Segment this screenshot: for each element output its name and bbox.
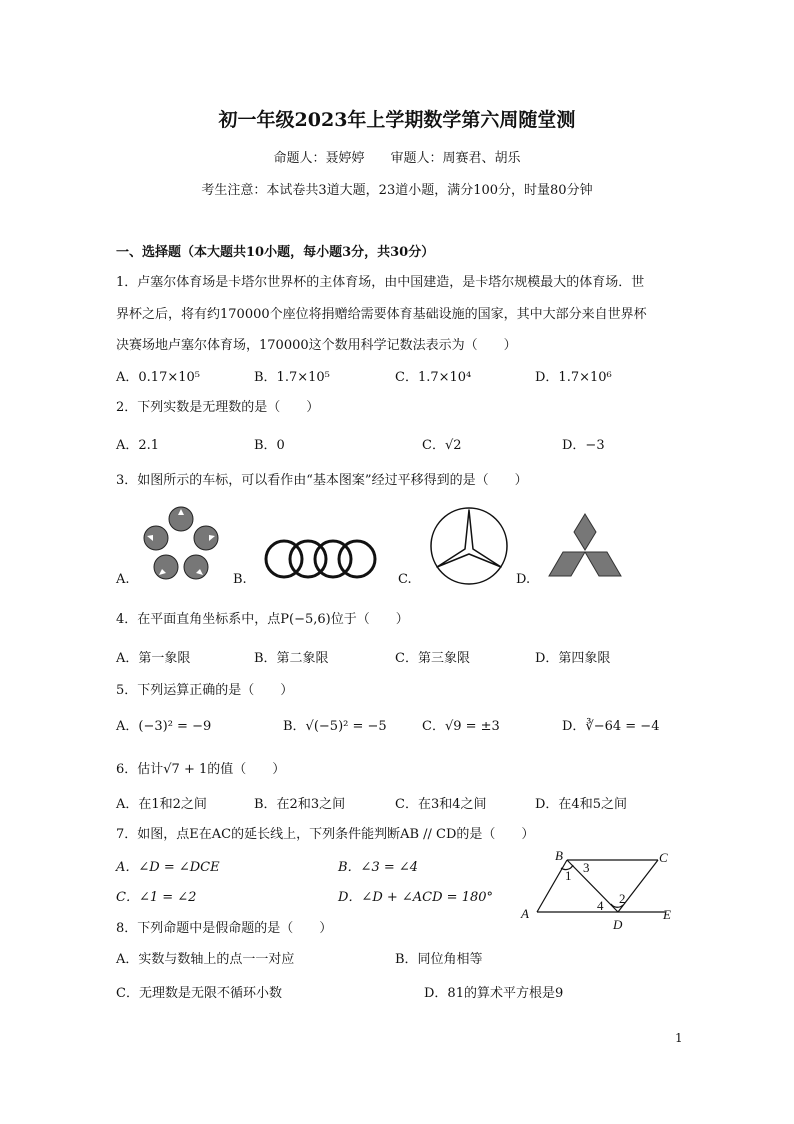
q8-stem: 8．下列命题中是假命题的是（ ）: [116, 921, 333, 936]
q4-option-c: C．第三象限: [395, 651, 470, 666]
fig-angle-1: 1: [565, 868, 572, 883]
q1-option-b: B．1.7×10⁵: [254, 370, 330, 385]
q6-option-c: C．在3和4之间: [395, 797, 487, 812]
q4-stem: 4．在平面直角坐标系中，点P(−5,6)位于（ ）: [116, 612, 409, 627]
q2-option-d: D．−3: [562, 438, 605, 453]
q5-option-d: D．∛−64 = −4: [562, 719, 660, 734]
q2-option-a: A．2.1: [116, 438, 160, 453]
q2-option-b: B．0: [254, 438, 285, 453]
q8-option-a: A．实数与数轴上的点一一对应: [116, 952, 295, 967]
q6-option-d: D．在4和5之间: [535, 797, 627, 812]
three-diamonds-logo-figure: [545, 512, 625, 580]
q3-option-a: A.: [116, 572, 130, 587]
q1-stem-line2: 界杯之后，将有约170000个座位将捐赠给需要体育基础设施的国家，其中大部分来自世界杯: [116, 307, 647, 322]
q1-stem-line3: 决赛场地卢塞尔体育场，170000这个数用科学记数法表示为（ ）: [116, 338, 517, 353]
q8-option-d: D．81的算术平方根是9: [424, 986, 564, 1001]
q3-stem: 3．如图所示的车标，可以看作由“基本图案”经过平移得到的是（ ）: [116, 473, 528, 488]
fig-label-a: A: [521, 906, 529, 921]
q5-option-a: A．(−3)² = −9: [116, 719, 212, 734]
q3-option-d: D.: [516, 572, 531, 587]
fig-label-b: B: [555, 848, 563, 863]
q3-option-c: C.: [398, 572, 412, 587]
q7-option-a: A．∠D = ∠DCE: [116, 860, 220, 875]
fig-label-d: D: [613, 917, 623, 932]
fig-label-e: E: [663, 907, 671, 922]
page-title: 初一年级2023年上学期数学第六周随堂测: [218, 109, 576, 131]
q6-option-a: A．在1和2之间: [116, 797, 207, 812]
q7-option-b: B．∠3 = ∠4: [338, 860, 419, 875]
q1-option-c: C．1.7×10⁴: [395, 370, 472, 385]
q8-option-c: C．无理数是无限不循环小数: [116, 986, 282, 1001]
q6-option-b: B．在2和3之间: [254, 797, 346, 812]
fig-label-c: C: [659, 850, 668, 865]
three-pointed-star-logo-figure: [428, 505, 510, 587]
authors-line: 命题人：聂婷婷 审题人：周赛君、胡乐: [273, 151, 521, 166]
fig-angle-2: 2: [619, 891, 626, 906]
q5-option-c: C．√9 = ±3: [422, 719, 500, 734]
q4-option-a: A．第一象限: [116, 651, 191, 666]
q8-option-b: B．同位角相等: [395, 952, 483, 967]
q4-option-d: D．第四象限: [535, 651, 611, 666]
q2-stem: 2．下列实数是无理数的是（ ）: [116, 400, 320, 415]
section-heading: 一、选择题（本大题共10小题，每小题3分，共30分）: [116, 245, 435, 260]
fig-angle-4: 4: [597, 898, 604, 913]
q2-option-c: C．√2: [422, 438, 462, 453]
exam-notice: 考生注意：本试卷共3道大题，23道小题，满分100分，时量80分钟: [201, 183, 593, 198]
q7-geometry-figure: [515, 848, 685, 933]
page-number: 1: [675, 1031, 683, 1045]
q7-stem: 7．如图，点E在AC的延长线上，下列条件能判断AB // CD的是（ ）: [116, 827, 535, 842]
q5-stem: 5．下列运算正确的是（ ）: [116, 683, 294, 698]
four-rings-logo-figure: [262, 537, 380, 583]
q7-option-c: C．∠1 = ∠2: [116, 890, 197, 905]
q7-option-d: D．∠D + ∠ACD = 180°: [338, 890, 494, 905]
q1-option-a: A．0.17×10⁵: [116, 370, 200, 385]
q1-stem-line1: 1．卢塞尔体育场是卡塔尔世界杯的主体育场，由中国建造，是卡塔尔规模最大的体育场．世: [116, 275, 645, 290]
q5-option-b: B．√(−5)² = −5: [283, 719, 387, 734]
fig-angle-3: 3: [583, 860, 590, 875]
q4-option-b: B．第二象限: [254, 651, 329, 666]
q3-option-b: B.: [233, 572, 247, 587]
flower-logo-figure: [140, 505, 222, 581]
q1-option-d: D．1.7×10⁶: [535, 370, 612, 385]
q6-stem: 6．估计√7 + 1的值（ ）: [116, 762, 286, 777]
